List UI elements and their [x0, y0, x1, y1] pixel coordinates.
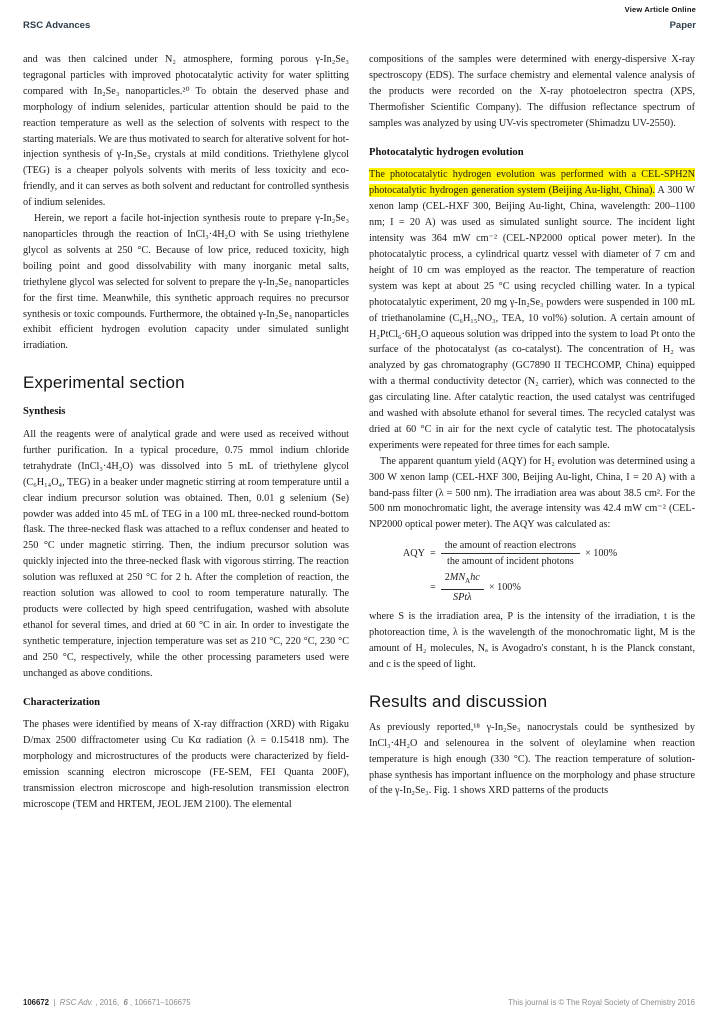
equals-sign: = — [430, 581, 436, 593]
journal-name: RSC Advances — [23, 20, 91, 31]
intro-paragraph-continued: and was then calcined under N₂ atmosphere, forming porous γ-In₂Se₃ tegragonal particles with improved photocatalytic activity for water splitting compared with In₂Se₃ nanoparticles.²⁰ To obtain the deserved phase and morphology of indium selenides, particular attention should be paid to the reaction temperature as well as the selection of solvents with respect to the starting materials. We are thus motivated to search for alterative solvent for hot-injection synthesis of γ-In₂Se₃ crystals at mild conditions. Triethylene glycol (TEG) is a cheaper polyols solvents with merits of less toxicity and eco-friendly, and it can serves as both solvent and reductant for controlled synthesis of indium selenides. — [23, 54, 349, 209]
masthead — [23, 20, 696, 31]
aqy-equation — [369, 539, 695, 604]
highlighted-text: The photocatalytic hydrogen evolution was performed with a CEL-SPH2N photocatalytic hydrogen generation system (Beijing Au-light, China). — [369, 169, 695, 197]
fraction-1-denominator: the amount of incident photons — [447, 556, 574, 568]
page-type-label: Paper — [669, 20, 696, 31]
equals-sign: = — [430, 547, 436, 559]
footer-separator: | — [51, 998, 58, 1007]
characterization-paragraph: The phases were identified by means of X-ray diffraction (XRD) with Rigaku D/max 2500 diffractometer using Cu Kα radiation (λ = 0.15418 nm). The morphology and microstructures of the products were characterized by field-emission scanning electron microscope (FE-SEM, FEI Quanta 200F), transmission electron microscope and high-resolution transmission electron microscope (TEM and HRTEM, JEOL JEM 2100). The elemental — [23, 719, 349, 810]
footer-citation — [23, 998, 191, 1007]
coefficient: 2 — [444, 572, 450, 584]
fraction-2-denominator — [441, 590, 484, 604]
variable-hc: hc — [470, 572, 480, 584]
right-column — [369, 52, 695, 813]
fraction-1 — [441, 539, 580, 568]
footer-page-number: 106672 — [23, 998, 50, 1007]
footer-volume: 6 — [123, 998, 128, 1007]
equation-definitions-paragraph: where S is the irradiation area, P is the intensity of the irradiation, t is the photoreaction time, λ is the wavelength of the monochromatic light, M is the amount of H₂ molecules, Nₐ is Avogadro's constant, h is the Planck constant, and c is the speed of light. — [369, 611, 695, 671]
synthesis-paragraph: All the reagents were of analytical grade and were used as received without further purification. In a typical procedure, 0.75 mmol indium chloride tetrahydrate (InCl₃·4H₂O) was dissolved into 5 mL of triethylene glycol (C₆H₁₄O₄, TEG) in a beaker under magnetic stirring at room temperature until a clear indium precursor solution was obtained. Then, 0.01 g selenium (Se) powder was added into 45 mL of TEG in a 100 mL three-necked round-bottom flask. The three-necked flask was attached to a reflux condenser and heated to 250 °C under magnetic stirring. Then, the indium precursor solution was quickly injected into the three-necked flask with vigorous stirring. The reaction solution was refluxed at 250 °C for 2 h. After the completion of reaction, the reaction solution was allowed to cool to room temperature naturally. The products were collected by high speed centrifugation, washed with absolute ethanol for several times, and dried at 60 °C in air. In order to investigate the synthetic temperature, injection temperature was set as 210 °C, 220 °C, 230 °C and 250 °C, respectively, while the other processing parameters used were unchanged as above conditions. — [23, 429, 349, 679]
two-column-body — [23, 52, 695, 813]
equation-line-2 — [369, 571, 695, 604]
footer-journal-abbrev: RSC Adv. — [59, 998, 94, 1007]
herein-paragraph: Herein, we report a facile hot-injection synthesis route to prepare γ-In₂Se₃ nanoparticles through the reaction of InCl₃·4H₂O with Se using triethylene glycol as solvents at 250 °C. Because of low price, reduced toxicity, high boiling point and good dissolvability with many inorganic metal salts, triethylene glycol was selected for solvent to prepare the γ-In₂Se₃ nanoparticles for the first time. Meanwhile, this synthetic approach requires no precursor synthesis or toxic compounds. Furthermore, the obtained γ-In₂Se₃ nanoparticles exhibit efficient hydrogen evolution capacity under simulated sunlight irradiation. — [23, 213, 349, 352]
photocatalytic-paragraph — [369, 167, 695, 453]
fraction-2-numerator — [441, 571, 484, 590]
times-100-percent: × 100% — [585, 547, 618, 559]
synthesis-subheading: Synthesis — [23, 406, 66, 418]
characterization-paragraph-continued: compositions of the samples were determined with energy-dispersive X-ray spectroscopy (EDS). The surface chemistry and elemental valence analysis of the products were recorded on the X-ray photoelectron spectra (XPS, Thermofisher Scientific Company). The diffusion reflectance spectrum of samples was analyzed by using UV-vis spectrometer (Shimadzu UV-2550). — [369, 54, 695, 129]
variable-MN: MN — [449, 572, 466, 584]
footer-citation-pages: , 106671–106675 — [129, 998, 191, 1007]
footer-copyright: This journal is © The Royal Society of Chemistry 2016 — [508, 998, 695, 1007]
left-column — [23, 52, 349, 813]
equation-lhs: AQY — [402, 547, 425, 559]
photocatalytic-paragraph-rest: A 300 W xenon lamp (CEL-HXF 300, Beijing Au-light, China, wavelength: 200–1100 nm; I = 20 A) was used as simulated sunlight source. The incident light intensity was 364 mW cm⁻² (CEL-NP2000 optical power meter). In the photocatalytic process, a cylindrical quartz vessel with diameter of 7 cm and height of 10 cm was employed as the reactor. The temperature of reaction system was kept at about 25 °C using recycled chilling water. In a typical photocatalytic experiment, 20 mg γ-In₂Se₃ powders were suspended in 100 mL of triethanolamine (C₆H₁₅NO₃, TEA, 10 vol%) solution. A certain amount of H₂PtCl₆·6H₂O aqueous solution was dripped into the system to load Pt onto the surface of the photocatalyst (as co-catalyst). The concentration of H₂ was analyzed by gas chromatography (GC7890 II TECHCOMP, China) equipped with a thermal conductivity detector (N₂ carrier), which was connected to the gas circulating line. After catalytic reaction, the used catalyst was centrifuged and washed with absolute ethanol for several times. The recycled catalyst was dried at 60 °C in air for the next cycle of catalytic test. The photocatalysis experiments were repeated for three times for each sample. — [369, 185, 695, 451]
results-discussion-heading: Results and discussion — [369, 691, 548, 711]
aqy-paragraph: The apparent quantum yield (AQY) for H₂ evolution was determined using a 300 W xenon lamp (CEL-HXF 300, Beijing Au-light, China, I = 20 A) with a band-pass filter (λ = 500 nm). The irradiation area was about 38.5 cm². For the 500 nm monochromatic light, the average intensity was 42.4 mW cm⁻² (CEL-NP2000 optical power meter). The AQY was calculated as: — [369, 455, 695, 531]
fraction-1-numerator: the amount of reaction electrons — [441, 539, 580, 554]
equation-line-1 — [369, 539, 695, 568]
results-paragraph: As previously reported,¹⁸ γ-In₂Se₃ nanocrystals could be synthesized by InCl₃·4H₂O and selenourea in the solvent of oleylamine when reaction temperature is high enough (330 °C). The reaction temperature of solution-phase synthesis has important influence on the morphology and phase structure of the γ-In₂Se₃. Fig. 1 shows XRD patterns of the products — [369, 721, 695, 797]
variable-SPtlambda: SPtλ — [453, 592, 472, 604]
times-100-percent: × 100% — [488, 581, 521, 593]
experimental-section-heading: Experimental section — [23, 373, 185, 393]
page-footer — [23, 998, 695, 1007]
view-article-online-link[interactable]: View Article Online — [624, 5, 696, 14]
subscript-A: A — [465, 577, 471, 586]
photocatalytic-subheading: Photocatalytic hydrogen evolution — [369, 146, 524, 158]
fraction-2 — [441, 571, 484, 604]
footer-citation-year: , 2016, — [95, 998, 122, 1007]
characterization-subheading: Characterization — [23, 696, 101, 708]
